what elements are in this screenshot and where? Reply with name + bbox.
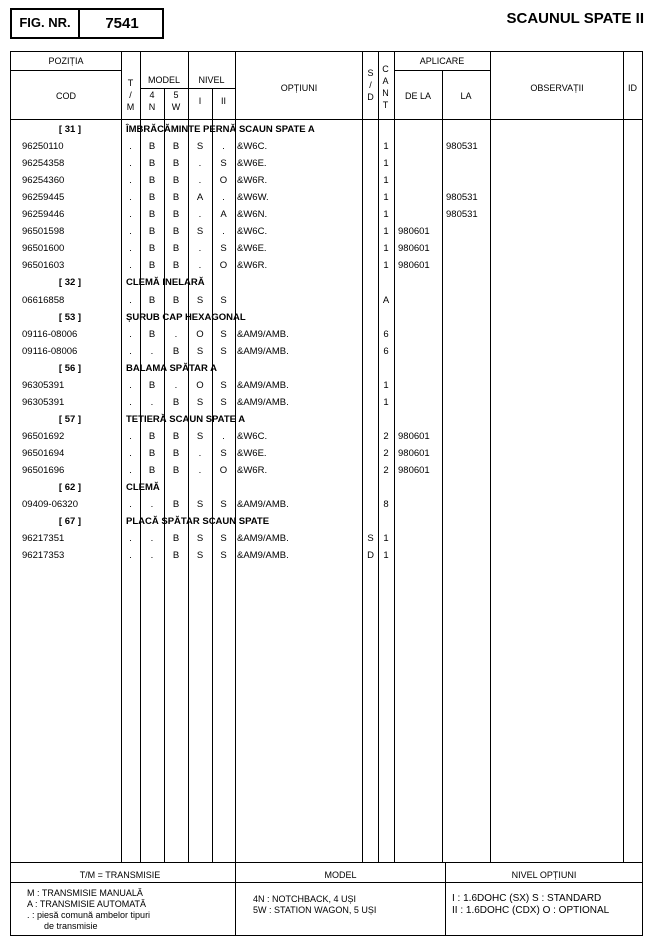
row-n1: S <box>196 226 204 238</box>
row-m4: B <box>148 192 156 204</box>
header-5w-b: W <box>171 102 181 112</box>
row-n1: . <box>198 175 202 187</box>
grid-line <box>490 52 491 862</box>
row-n2: O <box>219 175 228 187</box>
row-m5: B <box>172 499 180 511</box>
row-cant: 1 <box>383 209 389 221</box>
grid-line <box>394 52 395 862</box>
row-n1: O <box>196 328 204 340</box>
row-m4: B <box>148 465 156 476</box>
row-cant: 1 <box>383 192 389 204</box>
group-description: TETIERĂ SCAUN SPATE A <box>126 413 246 425</box>
group-description: PLACĂ SPĂTAR SCAUN SPATE <box>126 516 270 528</box>
row-m5: B <box>172 550 180 562</box>
row-cod: 09116-08006 <box>22 328 78 340</box>
row-n1: A <box>196 192 204 204</box>
legend-model-line-1: 4N : NOTCHBACK, 4 UȘI <box>253 894 357 904</box>
row-opt: &W6R. <box>237 260 268 272</box>
row-tm: . <box>129 243 132 255</box>
row-m5: B <box>172 447 180 459</box>
row-opt: &AM9/AMB. <box>237 533 289 545</box>
row-cant: 1 <box>383 550 389 562</box>
row-m4: . <box>150 396 154 408</box>
row-cant: 2 <box>383 447 389 459</box>
row-m4: B <box>148 328 156 340</box>
row-cod: 09409-06320 <box>22 499 78 511</box>
row-cant: 1 <box>383 175 389 187</box>
row-tm: . <box>129 328 132 340</box>
row-n1: S <box>196 294 204 306</box>
row-n2: . <box>222 192 225 204</box>
header-cod: COD <box>56 91 76 101</box>
row-tm: . <box>129 499 132 511</box>
header-optiuni: OPȚIUNI <box>280 83 318 93</box>
row-tm: . <box>129 175 132 187</box>
group-position: [ 31 ] <box>58 124 82 135</box>
row-n2: S <box>220 379 227 391</box>
row-cant: 8 <box>383 499 389 511</box>
row-cant: 1 <box>383 226 389 238</box>
row-m4: B <box>148 430 156 442</box>
legend-tm-line-1: M : TRANSMISIE MANUALĂ <box>27 888 143 898</box>
row-n2: S <box>220 550 227 562</box>
legend-model-title: MODEL <box>324 870 357 880</box>
row-opt: &W6W. <box>237 192 269 204</box>
row-dela: 980601 <box>398 465 430 476</box>
row-opt: &W6R. <box>237 465 268 476</box>
row-la: 980531 <box>446 209 478 221</box>
row-opt: &W6C. <box>237 141 268 153</box>
row-cod: 96254360 <box>22 175 65 187</box>
row-cod: 96501694 <box>22 447 65 459</box>
header-observatii: OBSERVAȚII <box>530 83 584 93</box>
header-nivel-2: II <box>220 96 226 106</box>
group-position: [ 56 ] <box>58 362 82 374</box>
header-id: ID <box>628 83 637 93</box>
row-n2: S <box>220 499 227 511</box>
row-tm: . <box>129 226 132 238</box>
grid-line <box>623 52 624 862</box>
row-cant: A <box>382 294 390 306</box>
row-cant: 1 <box>383 379 389 391</box>
row-sd: S <box>367 533 374 545</box>
row-m5: B <box>172 175 180 187</box>
row-cant: 6 <box>383 345 389 357</box>
row-n2: S <box>220 243 227 255</box>
row-m5: B <box>172 345 180 357</box>
row-m4: . <box>150 499 154 511</box>
row-la: 980531 <box>446 141 478 153</box>
header-nivel: NIVEL <box>198 75 225 85</box>
header-sd-1: S <box>367 68 374 78</box>
legend-tm-line-4: de transmisie <box>44 921 98 931</box>
header-dela: DE LA <box>404 91 431 101</box>
row-cod: 96501598 <box>22 226 65 238</box>
grid-line <box>442 70 443 862</box>
row-m5: B <box>172 294 180 306</box>
legend-nivel-title: NIVEL OPȚIUNI <box>511 870 577 880</box>
row-m5: B <box>172 141 180 153</box>
row-opt: &W6N. <box>237 209 268 221</box>
header-cant-4: T <box>382 100 389 110</box>
row-opt: &W6R. <box>237 175 268 187</box>
row-n2: S <box>220 447 227 459</box>
row-cod: 06616858 <box>22 294 65 306</box>
row-cod: 96501600 <box>22 243 65 255</box>
row-tm: . <box>129 533 132 545</box>
row-m5: B <box>172 226 180 238</box>
row-cod: 96250110 <box>22 141 64 153</box>
row-cant: 2 <box>383 465 389 476</box>
row-cod: 96501692 <box>22 430 65 442</box>
header-cant-3: N <box>382 88 389 98</box>
row-dela: 980601 <box>398 226 430 238</box>
row-opt: &AM9/AMB. <box>237 499 289 511</box>
header-tm-3: M <box>126 102 135 112</box>
row-m5: . <box>174 328 178 340</box>
row-cod: 09116-08006 <box>22 345 78 357</box>
row-la: 980531 <box>446 192 478 204</box>
row-tm: . <box>129 294 132 306</box>
legend-nivel-line-1: I : 1.6DOHC (SX) S : STANDARD <box>452 893 602 904</box>
row-m5: B <box>172 158 180 170</box>
row-cant: 6 <box>383 328 389 340</box>
row-cant: 1 <box>383 243 389 255</box>
row-cant: 2 <box>383 430 389 442</box>
header-pozitia: POZIȚIA <box>48 56 84 66</box>
row-opt: &AM9/AMB. <box>237 328 289 340</box>
row-n1: S <box>196 345 204 357</box>
row-tm: . <box>129 465 132 476</box>
row-cant: 1 <box>383 158 389 170</box>
row-n2: . <box>222 226 225 238</box>
header-4n-b: N <box>148 102 156 112</box>
row-sd: D <box>367 550 374 562</box>
row-tm: . <box>129 379 132 391</box>
row-n1: . <box>198 260 202 272</box>
row-m4: . <box>150 345 154 357</box>
group-position: [ 53 ] <box>58 311 82 323</box>
row-n1: S <box>196 396 204 408</box>
row-m4: B <box>148 447 156 459</box>
header-5w-a: 5 <box>173 90 179 100</box>
row-n2: S <box>220 345 227 357</box>
row-tm: . <box>129 260 132 272</box>
row-dela: 980601 <box>398 243 430 255</box>
row-cod: 96254358 <box>22 158 65 170</box>
row-opt: &AM9/AMB. <box>237 396 289 408</box>
row-cant: 1 <box>383 533 389 545</box>
group-description: CLEMĂ INELARĂ <box>126 277 205 289</box>
row-tm: . <box>129 209 132 221</box>
row-cod: 96501696 <box>22 465 65 476</box>
row-m5: B <box>172 192 180 204</box>
row-opt: &W6E. <box>237 447 267 459</box>
group-position: [ 67 ] <box>58 516 82 528</box>
row-n1: S <box>196 533 204 545</box>
row-opt: &W6E. <box>237 158 267 170</box>
header-tm-2: / <box>129 90 132 100</box>
row-tm: . <box>129 396 132 408</box>
row-n2: O <box>219 465 228 476</box>
fig-label: FIG. NR. <box>12 8 80 39</box>
row-m5: B <box>172 260 180 272</box>
row-cant: 1 <box>383 141 389 153</box>
row-n1: . <box>198 243 202 255</box>
row-opt: &AM9/AMB. <box>237 550 289 562</box>
row-n2: S <box>220 396 227 408</box>
row-opt: &W6C. <box>237 430 268 442</box>
row-tm: . <box>129 345 132 357</box>
fig-number: 7541 <box>105 15 139 32</box>
row-m4: B <box>148 175 156 187</box>
footer-title-line <box>11 882 642 883</box>
group-description: ÎMBRĂCĂMINTE PERNĂ SCAUN SPATE A <box>126 124 315 135</box>
header-4n-a: 4 <box>149 90 155 100</box>
row-m5: B <box>172 430 180 442</box>
row-n1: . <box>198 209 202 221</box>
row-m4: . <box>150 550 154 562</box>
header-sd-3: D <box>367 92 374 102</box>
grid-line <box>11 70 121 71</box>
row-cod: 96501603 <box>22 260 65 272</box>
row-m5: B <box>172 209 180 221</box>
row-n1: . <box>198 158 202 170</box>
row-cod: 96259445 <box>22 192 65 204</box>
row-cod: 96305391 <box>22 396 65 408</box>
row-cod: 96259446 <box>22 209 65 221</box>
row-dela: 980601 <box>398 447 430 459</box>
row-m4: B <box>148 260 156 272</box>
row-n2: O <box>219 260 228 272</box>
header-separator <box>11 119 642 120</box>
row-n1: S <box>196 430 204 442</box>
row-m4: B <box>148 379 156 391</box>
legend-model-line-2: 5W : STATION WAGON, 5 UȘI <box>253 905 377 915</box>
row-cod: 96217353 <box>22 550 65 562</box>
row-n2: . <box>222 430 225 442</box>
header-aplicare: APLICARE <box>419 56 465 66</box>
header-cant-2: A <box>382 76 389 86</box>
group-position: [ 62 ] <box>58 482 82 494</box>
row-cant: 1 <box>383 396 389 408</box>
page-title: SCAUNUL SPATE II <box>506 10 644 27</box>
row-m4: B <box>148 158 156 170</box>
header-nivel-1: I <box>198 96 202 106</box>
row-tm: . <box>129 447 132 459</box>
row-n1: S <box>196 550 204 562</box>
row-m4: B <box>148 243 156 255</box>
group-description: ȘURUB CAP HEXAGONAL <box>126 311 246 323</box>
row-tm: . <box>129 550 132 562</box>
grid-line <box>235 52 236 862</box>
row-tm: . <box>129 158 132 170</box>
group-description: BALAMA SPĂTAR A <box>126 362 217 374</box>
row-m4: B <box>148 294 156 306</box>
row-n1: S <box>196 141 204 153</box>
row-n1: O <box>196 379 204 391</box>
row-cod: 96305391 <box>22 379 65 391</box>
row-opt: &AM9/AMB. <box>237 345 289 357</box>
legend-tm-line-3: . : piesă comună ambelor tipuri <box>27 910 151 920</box>
group-position: [ 32 ] <box>58 277 82 289</box>
row-m4: . <box>150 533 154 545</box>
row-m5: . <box>174 379 178 391</box>
legend-nivel-line-2: II : 1.6DOHC (CDX) O : OPTIONAL <box>452 905 610 916</box>
row-cant: 1 <box>383 260 389 272</box>
row-n2: . <box>222 141 225 153</box>
row-n2: S <box>220 533 227 545</box>
row-m5: B <box>172 533 180 545</box>
header-sd-2: / <box>369 80 372 90</box>
row-tm: . <box>129 192 132 204</box>
row-tm: . <box>129 141 132 153</box>
header-tm-1: T <box>127 78 134 88</box>
row-m4: B <box>148 226 156 238</box>
row-dela: 980601 <box>398 260 430 272</box>
row-n1: . <box>198 447 202 459</box>
header-model: MODEL <box>147 75 180 85</box>
row-opt: &W6E. <box>237 243 267 255</box>
row-m4: B <box>148 141 156 153</box>
group-description: CLEMĂ <box>126 482 160 494</box>
row-n2: S <box>220 328 227 340</box>
row-m5: B <box>172 465 180 476</box>
row-m5: B <box>172 396 180 408</box>
row-n1: . <box>198 465 202 476</box>
row-m5: B <box>172 243 180 255</box>
row-dela: 980601 <box>398 430 430 442</box>
row-cod: 96217351 <box>22 533 65 545</box>
footer-separator <box>11 862 642 863</box>
row-opt: &W6C. <box>237 226 268 238</box>
header-la: LA <box>460 91 472 101</box>
legend-tm-title: T/M = TRANSMISIE <box>79 870 161 880</box>
row-opt: &AM9/AMB. <box>237 379 289 391</box>
row-n2: S <box>220 294 227 306</box>
row-tm: . <box>129 430 132 442</box>
row-m4: B <box>148 209 156 221</box>
row-n2: S <box>220 158 227 170</box>
row-n1: S <box>196 499 204 511</box>
grid-line <box>362 52 363 862</box>
header-cant-1: C <box>382 64 389 74</box>
legend-tm-line-2: A : TRANSMISIE AUTOMATĂ <box>27 899 147 909</box>
row-n2: A <box>220 209 227 221</box>
group-position: [ 57 ] <box>58 413 82 425</box>
